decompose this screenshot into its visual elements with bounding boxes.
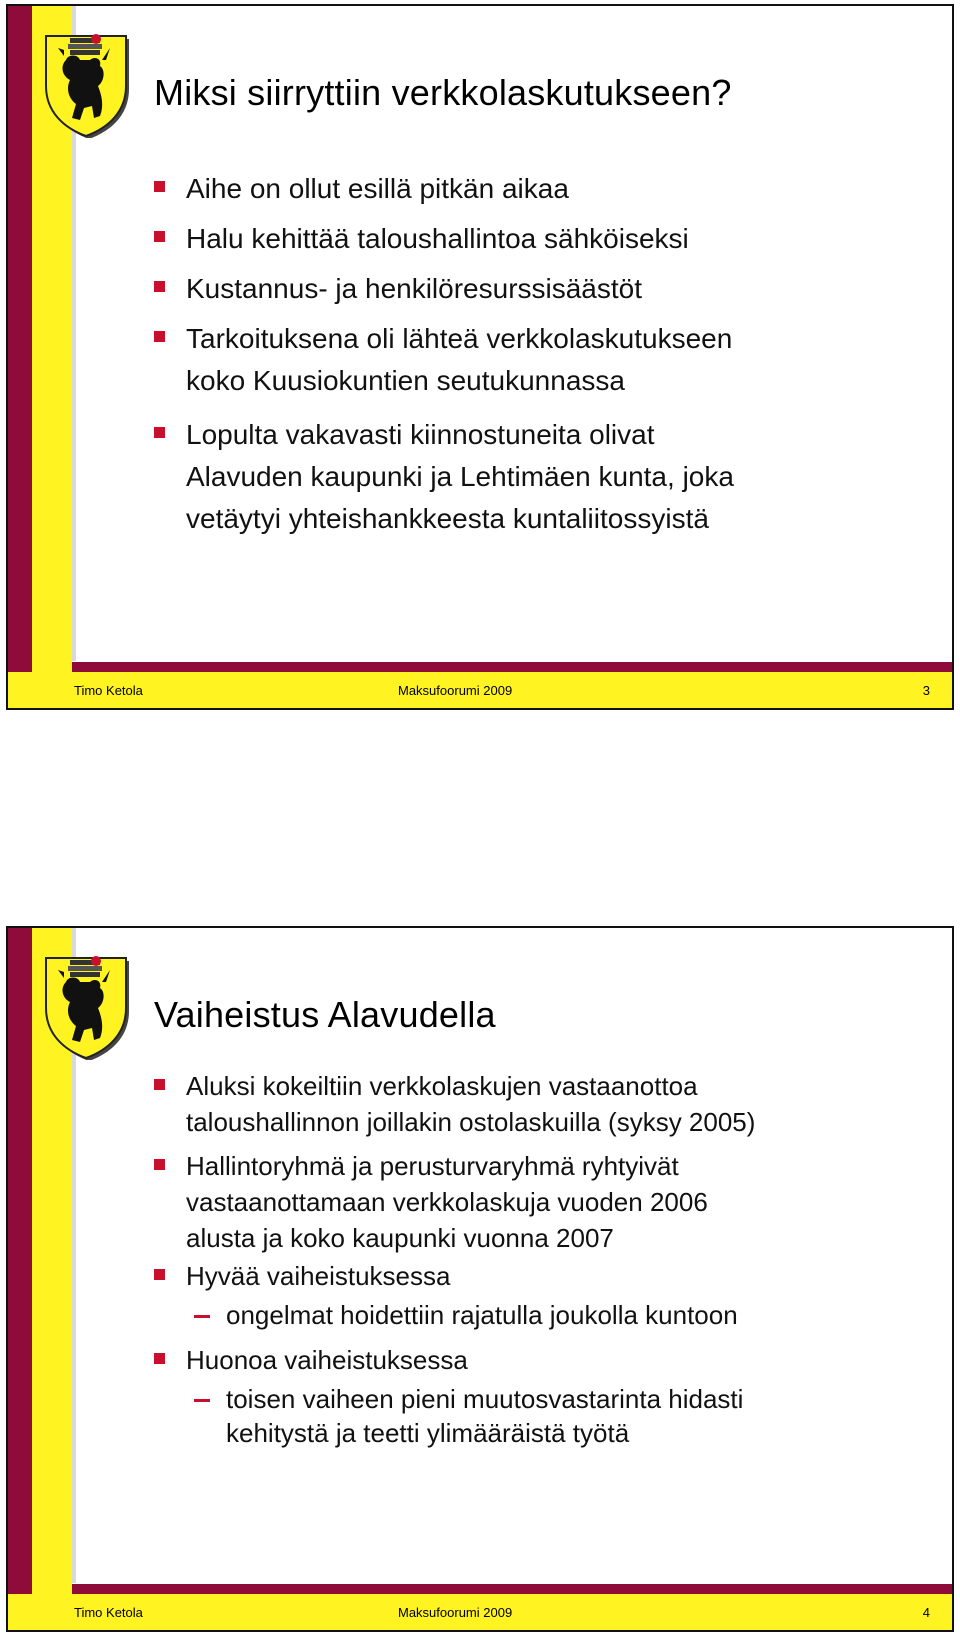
square-bullet-icon bbox=[154, 281, 165, 292]
left-maroon-bar bbox=[8, 928, 32, 1630]
bullet-item: Kustannus- ja henkilöresurssisäästöt bbox=[154, 268, 642, 310]
dash-bullet-icon bbox=[194, 1315, 210, 1318]
square-bullet-icon bbox=[154, 231, 165, 242]
dash-bullet-icon bbox=[194, 1399, 210, 1402]
footer-event: Maksufoorumi 2009 bbox=[398, 683, 513, 698]
sub-bullet-item: ongelmat hoidettiin rajatulla joukolla kuntoon bbox=[194, 1298, 738, 1332]
square-bullet-icon bbox=[154, 1079, 165, 1090]
bear-coat-of-arms-icon bbox=[38, 26, 134, 138]
square-bullet-icon bbox=[154, 1159, 165, 1170]
footer-page-number: 4 bbox=[922, 1605, 930, 1620]
slide-title: Miksi siirryttiin verkkolaskutukseen? bbox=[154, 72, 732, 113]
square-bullet-icon bbox=[154, 181, 165, 192]
square-bullet-icon bbox=[154, 331, 165, 342]
square-bullet-icon bbox=[154, 427, 165, 438]
bear-coat-of-arms-icon bbox=[38, 948, 134, 1060]
footer-page-number: 3 bbox=[922, 683, 930, 698]
bullet-item: Hyvää vaiheistuksessa bbox=[154, 1258, 450, 1294]
bullet-item: Lopulta vakavasti kiinnostuneita olivat Alavuden kaupunki ja Lehtimäen kunta, joka vetäytyi yhteishankkeesta kuntaliitossyistä bbox=[154, 414, 734, 540]
bullet-item: Halu kehittää taloushallintoa sähköiseksi bbox=[154, 218, 689, 260]
footer-author: Timo Ketola bbox=[74, 683, 143, 698]
bullet-item: Aluksi kokeiltiin verkkolaskujen vastaanottoa taloushallinnon joillakin ostolaskuilla (syksy 2005) bbox=[154, 1068, 755, 1140]
footer-event: Maksufoorumi 2009 bbox=[398, 1605, 513, 1620]
footer-maroon-bar bbox=[72, 1584, 952, 1594]
bullet-item: Aihe on ollut esillä pitkän aikaa bbox=[154, 168, 569, 210]
square-bullet-icon bbox=[154, 1269, 165, 1280]
slide-title: Vaiheistus Alavudella bbox=[154, 994, 496, 1035]
square-bullet-icon bbox=[154, 1353, 165, 1364]
footer-author: Timo Ketola bbox=[74, 1605, 143, 1620]
bullet-item: Huonoa vaiheistuksessa bbox=[154, 1342, 468, 1378]
bullet-item: Tarkoituksena oli lähteä verkkolaskutukseen koko Kuusiokuntien seutukunnassa bbox=[154, 318, 732, 402]
slide-3 bbox=[6, 4, 954, 710]
sub-bullet-item: toisen vaiheen pieni muutosvastarinta hidasti kehitystä ja teetti ylimääräistä työtä bbox=[194, 1382, 743, 1450]
footer-maroon-bar bbox=[72, 662, 952, 672]
slide-4 bbox=[6, 926, 954, 1632]
bullet-item: Hallintoryhmä ja perusturvaryhmä ryhtyivät vastaanottamaan verkkolaskuja vuoden 2006 alusta ja koko kaupunki vuonna 2007 bbox=[154, 1148, 708, 1256]
left-maroon-bar bbox=[8, 6, 32, 708]
